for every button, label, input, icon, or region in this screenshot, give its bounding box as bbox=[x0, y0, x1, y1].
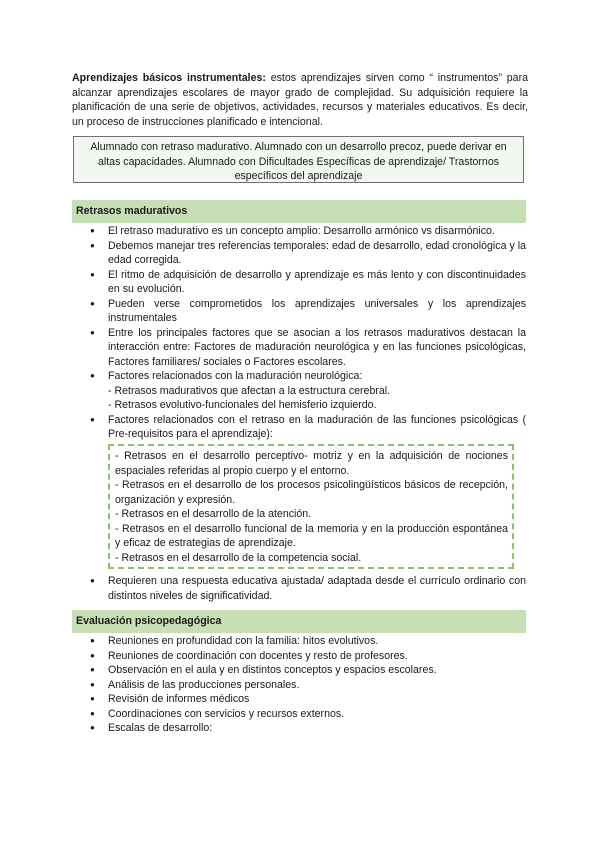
list-item: ● El ritmo de adquisición de desarrollo y aprendizaje es más lento y con discontinuidades en su evolución. bbox=[90, 268, 526, 297]
prerequisite-item: - Retrasos en el desarrollo de los procesos psicolingüísticos básicos de recepción, organización y expresión. bbox=[115, 479, 508, 506]
intro-paragraph bbox=[72, 71, 528, 129]
intro-term: Aprendizajes básicos instrumentales: bbox=[72, 72, 266, 84]
section-heading-retrasos: Retrasos madurativos bbox=[72, 200, 526, 223]
section-heading-evaluacion: Evaluación psicopedagógica bbox=[72, 610, 526, 633]
prerequisite-item: - Retrasos en el desarrollo de la competencia social. bbox=[115, 551, 362, 564]
prerequisite-item: - Retrasos en el desarrollo perceptivo- motriz y en la adquisición de nociones espaciales referidas al propio cuerpo y el entorno. bbox=[115, 450, 508, 477]
retrasos-list bbox=[90, 224, 526, 442]
neuro-subitem: - Retrasos madurativos que afectan a la estructura cerebral. bbox=[108, 384, 391, 397]
list-item: ● Factores relacionados con la maduración neurológica: - Retrasos madurativos que afectan a la estructura cerebral. - Retrasos evolutivo-funcionales del hemisferio izquierdo. bbox=[90, 369, 526, 413]
list-item: ● El retraso madurativo es un concepto amplio: Desarrollo armónico vs disarmónico. bbox=[90, 224, 526, 239]
list-item: ● Reuniones de coordinación con docentes y resto de profesores. bbox=[90, 649, 526, 664]
list-item: ● Observación en el aula y en distintos conceptos y espacios escolares. bbox=[90, 663, 526, 678]
student-types-box: Alumnado con retraso madurativo. Alumnado con un desarrollo precoz, puede derivar en altas capacidades. Alumnado con Dificultades Específicas de aprendizaje/ Trastornos específicos del aprendizaje bbox=[73, 136, 524, 183]
evaluacion-list bbox=[90, 634, 526, 736]
retrasos-list-end bbox=[90, 574, 526, 603]
prerequisite-item: - Retrasos en el desarrollo funcional de la memoria y en la producción espontánea y eficaz de estrategias de aprendizaje. bbox=[115, 522, 508, 549]
list-item: ● Escalas de desarrollo: bbox=[90, 721, 526, 736]
neuro-subitem: - Retrasos evolutivo-funcionales del hemisferio izquierdo. bbox=[108, 399, 377, 411]
list-item: ● Debemos manejar tres referencias temporales: edad de desarrollo, edad cronológica y la edad corregida. bbox=[90, 239, 526, 268]
prerequisites-dashed-box bbox=[108, 444, 514, 569]
list-item: ● Pueden verse comprometidos los aprendizajes universales y los aprendizajes instrumentales bbox=[90, 297, 526, 326]
list-item: ● Requieren una respuesta educativa ajustada/ adaptada desde el currículo ordinario con distintos niveles de significatividad. bbox=[90, 574, 526, 603]
list-item: ● Entre los principales factores que se asocian a los retrasos madurativos destacan la interacción entre: Factores de maduración neurológica y en las funciones psicológicas, Factores familiares/ sociales o Factores escolares. bbox=[90, 326, 526, 370]
prerequisite-item: - Retrasos en el desarrollo de la atención. bbox=[115, 508, 312, 520]
intro-text: estos aprendizajes sirven como “ instrumentos” para alcanzar aprendizajes escolares de mayor grado de complejidad. Su adquisición requiere la planificación de una serie de objetivos, actividades, recursos y materiales educativos. Es decir, un proceso de instrucciones planificado e intencional. bbox=[72, 72, 528, 128]
list-item: ● Análisis de las producciones personales. bbox=[90, 678, 526, 693]
list-item: ● Factores relacionados con el retraso en la maduración de las funciones psicológicas ( Pre-requisitos para el aprendizaje): bbox=[90, 413, 526, 442]
list-item: ● Coordinaciones con servicios y recursos externos. bbox=[90, 707, 526, 722]
list-item: ● Reuniones en profundidad con la familia: hitos evolutivos. bbox=[90, 634, 526, 649]
list-item: ● Revisión de informes médicos bbox=[90, 692, 526, 707]
